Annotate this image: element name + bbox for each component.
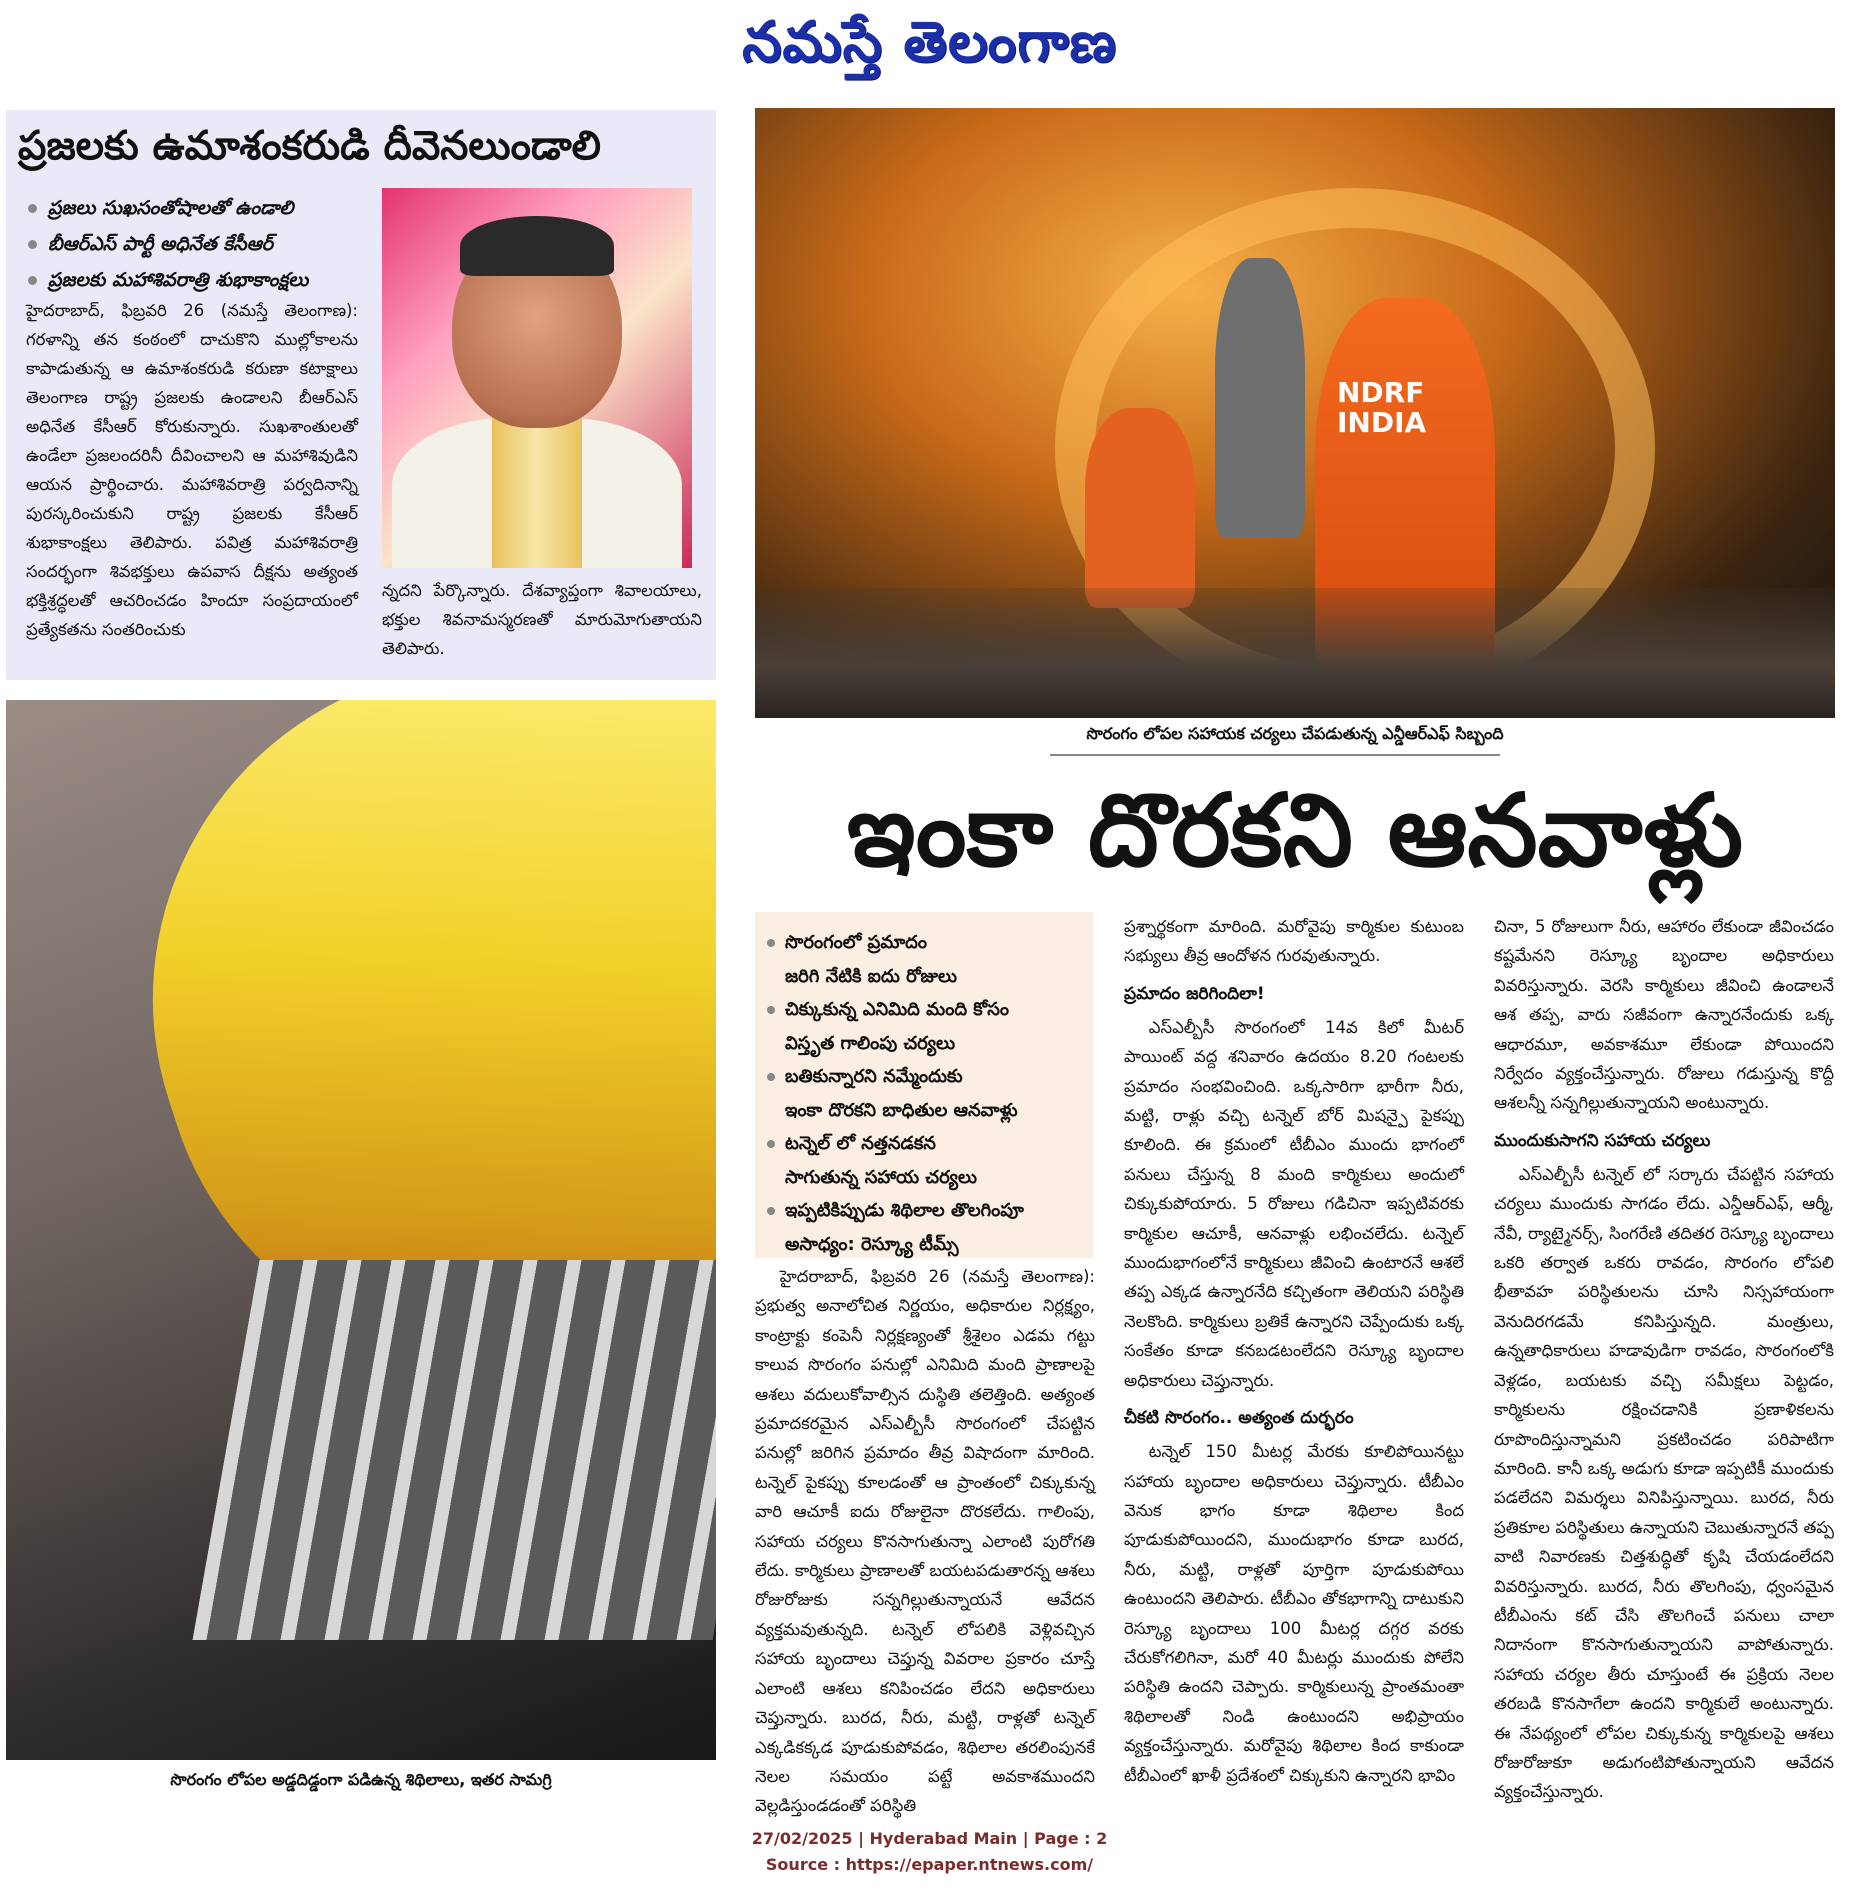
kcr-body-text: హైదరాబాద్, ఫిబ్రవరి 26 (నమస్తే తెలంగాణ): గరళాన్ని తన కంఠంలో దాచుకొని ముల్లోకాలను కాపాడుతున్న ఆ ఉమాశంకరుడి కరుణా కటాక్షాలు తెలంగాణ రాష్ట్ర ప్రజలకు ఉండాలని బీఆర్ఎస్ అధినేత కేసీఆర్ కోరుకున్నారు. సుఖశాంతులతో ఉండేలా ప్రజలందరినీ దీవించాలని ఆ మహాశివుడిని ఆయన ప్రార్థించారు. మహాశివరాత్రి పర్వదినాన్ని పురస్కరించుకుని రాష్ట్ర ప్రజలకు కేసీఆర్ శుభాకాంక్షలు తెలిపారు. పవిత్ర మహాశివరాత్రి సందర్భంగా శివభక్తులు ఉపవాస దీక్షను అత్యంత భక్తిశ్రద్ధలతో ఆచరించడం హిందూ సంప్రదాయంలో ప్రత్యేకతను సంతరించుకు <box>26 301 358 639</box>
kcr-headline: ప్రజలకు ఉమాశంకరుడి దీవెనలుండాలి <box>18 122 601 169</box>
portrait-shawl <box>492 418 582 568</box>
highlight-item: ఇంకా దొరకని బాధితుల ఆనవాళ్లు <box>785 1099 1018 1121</box>
article-subheading: ముందుకుసాగని సహాయ చర్యలు <box>1494 1130 1711 1151</box>
portrait-hair <box>460 216 614 276</box>
article-column-3 <box>1494 912 1834 1807</box>
collapsed-railing <box>192 1260 716 1640</box>
kcr-bullets <box>26 190 366 298</box>
rescue-worker <box>1085 408 1195 608</box>
kcr-portrait-photo <box>382 188 692 568</box>
highlight-item: ఇప్పటికిప్పుడు శిథిలాల తొలగింపూ <box>765 1194 1083 1228</box>
main-headline: ఇంకా దొరకని ఆనవాళ్లు <box>846 771 1744 889</box>
footer-source-link[interactable]: Source : https://epaper.ntnews.com/ <box>765 1855 1094 1874</box>
ndrf-rescue-photo <box>755 108 1835 718</box>
highlights-box <box>755 912 1093 1258</box>
article-paragraph: టన్నెల్ 150 మీటర్ల మేరకు కూలిపోయినట్టు సహాయ బృందాల అధికారులు చెప్తున్నారు. టీబీఎం వెనుక భాగం కూడా శిథిలాల కింద పూడుకుపోయిందని, ముందుభాగం కూడా బురద, నీరు, మట్టి, రాళ్లతో పూర్తిగా పూడుకుపోయి ఉంటుందని తెలిపారు. టీబీఎం తోకభాగాన్ని దాటుకుని రెస్క్యూ బృందాలు 100 మీటర్ల దగ్గర వరకు చేరుకోగలిగినా, మరో 40 మీటర్లు ముందుకు పోలేని పరిస్థితి ఉందని చెప్పారు. కార్మికులున్న ప్రాంతమంతా శిథిలాలతో నిండి ఉంటుందని అభిప్రాయం వ్యక్తంచేస్తున్నారు. మరోవైపు శిథిలాల కింద కాకుండా టీబీఎంలో ఖాళీ ప్రదేశంలో చిక్కుకుని ఉన్నారని భావిం <box>1124 1442 1464 1785</box>
debris-foreground <box>755 588 1835 718</box>
article-paragraph: ఎస్ఎల్బీసీ సొరంగంలో 14వ కిలో మీటర్ పాయింట్ వద్ద శనివారం ఉదయం 8.20 గంటలకు ప్రమాదం సంభవించింది. ఒక్కసారిగా భారీగా నీరు, మట్టి, రాళ్లు వచ్చి టన్నెల్ బోర్ మిషన్పై పైకప్పు కూలింది. ఈ క్రమంలో టీబీఎం ముందు భాగంలో పనులు చేస్తున్న 8 మంది కార్మికులు అందులో చిక్కుకుపోయారు. 5 రోజులు గడిచినా ఇప్పటివరకు కార్మికుల ఆచూకీ, ఆనవాళ్లు లభించలేదు. టన్నెల్ ముందుభాగంలోనే కార్మికులు జీవించి ఉంటారనే ఆశలే తప్ప ఎక్కడ ఉన్నారనేది కచ్చితంగా తెలియని పరిస్థితి నెలకొంది. కార్మికులు బ్రతికే ఉన్నారని చెప్పేందుకు ఒక్క సంకేతం కూడా కనబడటంలేదని రెస్క్యూ బృందాల అధికారులు చెప్తున్నారు. <box>1124 1017 1464 1390</box>
tunnel-debris-photo <box>6 700 716 1760</box>
article-paragraph: హైదరాబాద్, ఫిబ్రవరి 26 (నమస్తే తెలంగాణ): ప్రభుత్వ అనాలోచిత నిర్ణయం, అధికారుల నిర్లక్ష్యం, కాంట్రాక్టు కంపెనీ నిర్లక్షణ్యంతో శ్రీశైలం ఎడమ గట్టు కాలువ సొరంగం పనుల్లో ఎనిమిది మంది ప్రాణాలపై ఆశలు వదులుకోవాల్సిన దుస్థితి తలెత్తింది. అత్యంత ప్రమాదకరమైన ఎస్ఎల్బీసీ సొరంగంలో చేపట్టిన పనుల్లో జరిగిన ప్రమాదం తీవ్ర విషాదంగా మారింది. టన్నెల్ పైకప్పు కూలడంతో ఆ ప్రాంతంలో చిక్కుకున్న వారి ఆచూకీ ఐదు రోజులైనా దొరకలేదు. గాలింపు, సహాయ చర్యలు కొనసాగుతున్నా ఎలాంటి పురోగతి లేదు. కార్మికులు ప్రాణాలతో బయటపడుతారన్న ఆశలు రోజురోజుకు సన్నగిల్లుతున్నాయనే ఆవేదన వ్యక్తమవుతున్నది. టన్నెల్ లోపలికి వెళ్లివచ్చిన సహాయ బృందాలు చెప్తున్న వివరాల ప్రకారం చూస్తే ఎలాంటి ఆశలు కనిపించడం లేదని అధికారులు చెప్తున్నారు. బురద, నీరు, మట్టి, రాళ్లతో టన్నెల్ ఎక్కడికక్కడ పూడుకుపోవడం, శిథిలాల తరలింపునకే నెలల సమయం పట్టే అవకాశముందని వెల్లడిస్తుండడంతో పరిస్థితి <box>755 1267 1095 1816</box>
kcr-bullet: బీఆర్ఎస్ పార్టీ అధినేత కేసీఆర్ <box>26 226 366 262</box>
highlight-item: టన్నెల్ లో నత్తనడకన <box>765 1127 1083 1161</box>
highlight-item: బతికున్నారని నమ్మేందుకు <box>765 1060 1083 1094</box>
article-subheading: చీకటి సొరంగం.. అత్యంత దుర్భరం <box>1124 1408 1354 1429</box>
kcr-story-box <box>6 110 716 680</box>
article-paragraph: చినా, 5 రోజులుగా నీరు, ఆహారం లేకుండా జీవించడం కష్టమేనని రెస్క్యూ బృందాల అధికారులు వివరిస్తున్నారు. వెరసి కార్మికులు జీవించి ఉండాలనే ఆశ తప్ప, వారు సజీవంగా ఉన్నారనేందుకు ఒక్క ఆధారమూ, అవకాశమూ లేకుండా పోయిందని నిర్వేదం వ్యక్తంచేస్తున్నారు. రోజులు గడుస్తున్న కొద్దీ ఆశలన్నీ సన్నగిల్లుతున్నాయని అంటున్నారు. <box>1494 917 1834 1113</box>
ndrf-jacket-label: NDRF INDIA <box>1337 376 1427 439</box>
article-column-1 <box>755 1262 1095 1821</box>
kcr-body-tail: న్నదని పేర్కొన్నారు. దేశవ్యాప్తంగా శివాలయాలు, భక్తుల శివనామస్మరణతో మారుమోగుతాయని తెలిపారు. <box>382 581 702 658</box>
photo-caption-left: సొరంగం లోపల అడ్డదిడ్డంగా పడిఉన్న శిథిలాలు, ఇతర సామగ్రి <box>170 1770 552 1789</box>
photo-caption-top: సొరంగం లోపల సహాయక చర్యలు చేపడుతున్న ఎన్డీఆర్ఎఫ్ సిబ్బంది <box>1086 724 1504 743</box>
page-footer <box>0 1826 1859 1878</box>
masthead-logo: నమస్తే తెలంగాణ <box>742 9 1117 75</box>
rescue-worker <box>1215 258 1305 538</box>
footer-edition: 27/02/2025 | Hyderabad Main | Page : 2 <box>751 1829 1108 1848</box>
kcr-bullet: ప్రజలకు మహాశివరాత్రి శుభాకాంక్షలు <box>26 262 366 298</box>
highlight-item: సాగుతున్న సహాయ చర్యలు <box>785 1166 977 1188</box>
article-paragraph: ప్రశ్నార్థకంగా మారింది. మరోవైపు కార్మికుల కుటుంబ సభ్యులు తీవ్ర ఆందోళన గురవుతున్నారు. <box>1124 917 1464 966</box>
caption-rule <box>1050 754 1500 756</box>
article-subheading: ప్రమాదం జరిగిందిలా! <box>1124 983 1265 1004</box>
article-paragraph: ఎస్ఎల్బీసీ టన్నెల్ లో సర్కారు చేపట్టిన సహాయ చర్యలు ముందుకు సాగడం లేదు. ఎన్డీఆర్ఎఫ్, ఆర్మీ, నేవీ, ర్యాట్మైనర్స్, సింగరేణి తదితర రెస్క్యూ బృందాలు ఒకరి తర్వాత ఒకరు రావడం, సొరంగం లోపలి భీతావహ పరిస్థితులను చూసి నిస్సహాయంగా వెనుదిరగడమే కనిపిస్తున్నది. మంత్రులు, ఉన్నతాధికారులు హడావుడిగా రావడం, సొరంగంలోకి వెళ్లడం, బయటకు వచ్చి సమీక్షలు పెట్టడం, కార్మికులను రక్షించడానికి ప్రణాళికలను రూపొందిస్తున్నామని ప్రకటించడం పరిపాటిగా మారింది. కానీ ఒక్క అడుగు కూడా ఇప్పటికీ ముందుకు పడలేదని విమర్శలు వినిపిస్తున్నాయి. బురద, నీరు ప్రతికూల పరిస్థితులు ఉన్నాయని చెబుతున్నారనే తప్ప వాటి నివారణకు చిత్తశుద్ధితో కృషి చేయడంలేదని వివరిస్తున్నారు. బురద, నీరు తొలగింపు, ధ్వంసమైన టీబీఎంను కట్ చేసి తొలగించే పనులు చాలా నిదానంగా కొనసాగుతున్నాయని వాపోతున్నారు. సహాయ చర్యల తీరు చూస్తుంటే ఈ ప్రక్రియ నెలల తరబడి కొనసాగేలా ఉందని కార్మికులే అంటున్నారు. ఈ నేపథ్యంలో లోపల చిక్కుకున్న కార్మికులపై ఆశలు రోజురోజుకూ అడుగంటిపోతున్నాయని ఆవేదన వ్యక్తంచేస్తున్నారు. <box>1494 1164 1834 1802</box>
highlight-item: చిక్కుకున్న ఎనిమిది మంది కోసం <box>765 993 1083 1027</box>
highlight-item: విస్తృత గాలింపు చర్యలు <box>785 1032 956 1054</box>
highlight-item: అసాధ్యం: రెస్క్యూ టీమ్స్ <box>785 1233 959 1255</box>
highlight-item: జరిగి నేటికి ఐదు రోజులు <box>785 965 957 987</box>
kcr-bullet: ప్రజలు సుఖసంతోషాలతో ఉండాలి <box>26 190 366 226</box>
highlight-item: సొరంగంలో ప్రమాదం <box>765 926 1083 960</box>
article-column-2 <box>1124 912 1464 1790</box>
